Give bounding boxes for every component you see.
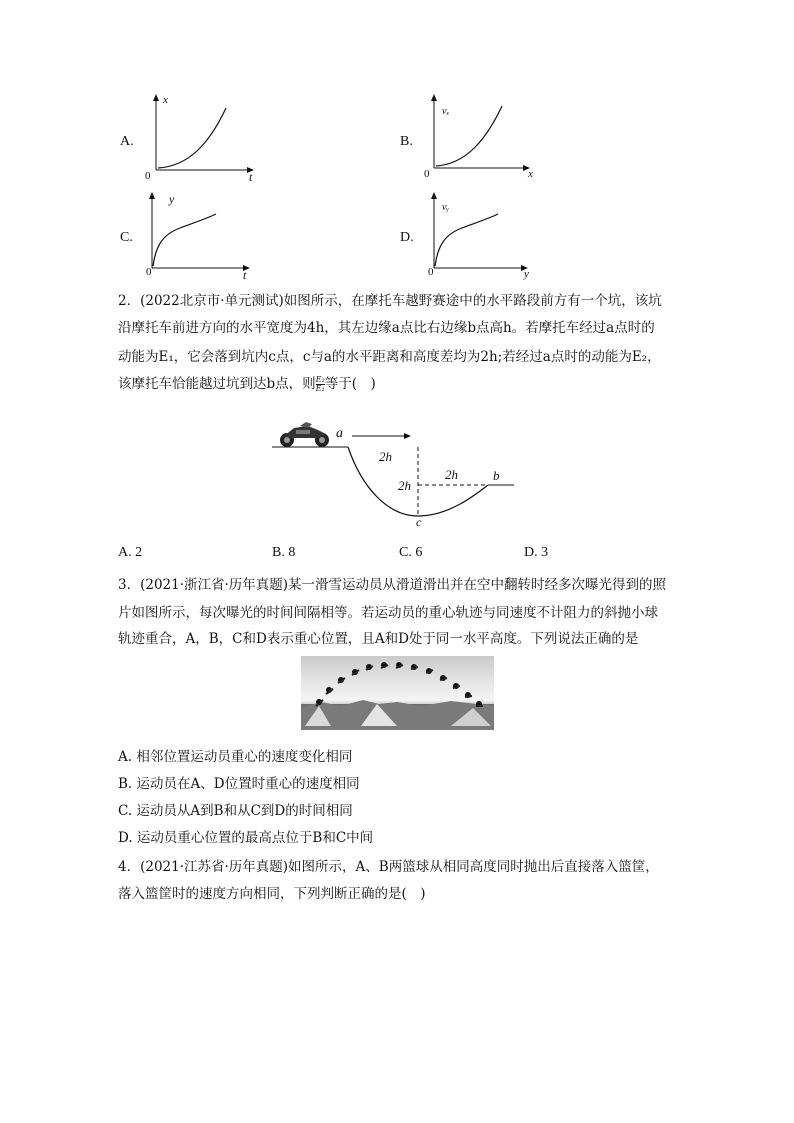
- q2-point-b: b: [493, 468, 500, 483]
- q2-figure: [270, 418, 520, 530]
- graph-c-origin: 0: [146, 266, 152, 278]
- graph-b-y-label: vₓ: [442, 106, 450, 117]
- q4-line-1: 4．(2021·江苏省·历年真题)如图所示，A、B两篮球从相同高度同时抛出后直接落入篮筐，: [118, 859, 659, 875]
- q2-line-4-pre: 该摩托车恰能越过坑到达b点，则: [118, 376, 316, 392]
- q2-label-2h-right: 2h: [445, 467, 458, 482]
- q3-option-d[interactable]: D. 运动员重心位置的最高点位于B和C中间: [118, 830, 374, 846]
- graph-d-x-label: y: [524, 268, 529, 280]
- graph-d: [398, 188, 558, 280]
- graph-c-x-label: t: [243, 268, 247, 282]
- graph-c: [118, 188, 278, 280]
- q2-label-2h-top: 2h: [379, 449, 392, 464]
- graph-c-y-label: y: [169, 192, 175, 206]
- q2-point-c: c: [416, 515, 422, 529]
- graph-d-origin: 0: [428, 266, 434, 278]
- q2-fraction-numerator: E₂: [315, 375, 325, 384]
- q2-fraction: [316, 376, 325, 393]
- q2-line-2: 沿摩托车前进方向的水平宽度为4h，其左边缘a点比右边缘b点高h。若摩托车经过a点时的: [118, 320, 655, 336]
- q3-line-2: 片如图所示，每次曝光的时间间隔相等。若运动员的重心轨迹与同速度不计阻力的斜抛小球: [118, 605, 658, 621]
- q3-option-b[interactable]: B. 运动员在A、D位置时重心的速度相同: [118, 776, 360, 792]
- graph-b-x-label: x: [528, 168, 533, 180]
- q3-line-1: 3．(2021·浙江省·历年真题)某一滑雪运动员从滑道滑出并在空中翻转时经多次曝光得到的照: [118, 577, 667, 593]
- q2-label-2h-left: 2h: [398, 478, 411, 493]
- graph-a-label: A.: [120, 134, 134, 149]
- motorcycle-icon: [278, 422, 332, 448]
- q2-line-3: 动能为E₁，它会落到坑内c点，c与a的水平距离和高度差均为2h;若经过a点时的动能为E₂，: [118, 349, 661, 365]
- q2-line-4: [118, 372, 376, 393]
- graph-a-y-label: x: [163, 94, 168, 106]
- q2-point-a: a: [336, 426, 343, 441]
- graph-a-origin: 0: [145, 170, 151, 182]
- q3-line-3: 轨迹重合，A，B，C和D表示重心位置，且A和D处于同一水平高度。下列说法正确的是: [118, 631, 639, 647]
- graph-a-x-label: t: [249, 170, 253, 184]
- q2-line-4-post: 等于( ): [324, 376, 376, 392]
- skier-sequence-image: [301, 656, 494, 730]
- graph-b: [398, 92, 558, 184]
- q3-option-a[interactable]: A. 相邻位置运动员重心的速度变化相同: [118, 749, 353, 765]
- graph-a: [118, 92, 278, 184]
- q4-line-2: 落入篮筐时的速度方向相同，下列判断正确的是( ): [118, 886, 426, 902]
- graph-d-y-label: vᵧ: [442, 202, 449, 213]
- graph-c-plot: [140, 188, 270, 280]
- q3-option-c[interactable]: C. 运动员从A到B和从C到D的时间相同: [118, 803, 353, 819]
- graph-b-label: B.: [400, 134, 413, 149]
- graph-d-plot: [420, 188, 550, 280]
- q3-skier-photo: [301, 656, 494, 730]
- q2-choice-c[interactable]: C. 6: [399, 545, 423, 560]
- q2-choice-d[interactable]: D. 3: [524, 545, 549, 560]
- q2-choice-b[interactable]: B. 8: [272, 545, 296, 560]
- graph-d-label: D.: [400, 230, 414, 245]
- q2-choice-a[interactable]: A. 2: [118, 545, 143, 560]
- q2-fraction-denominator: E₁: [315, 384, 325, 393]
- graph-b-origin: 0: [424, 168, 430, 180]
- graph-c-label: C.: [120, 230, 133, 245]
- q2-line-1: 2．(2022北京市·单元测试)如图所示，在摩托车越野赛途中的水平路段前方有一个坑，该坑: [118, 293, 662, 309]
